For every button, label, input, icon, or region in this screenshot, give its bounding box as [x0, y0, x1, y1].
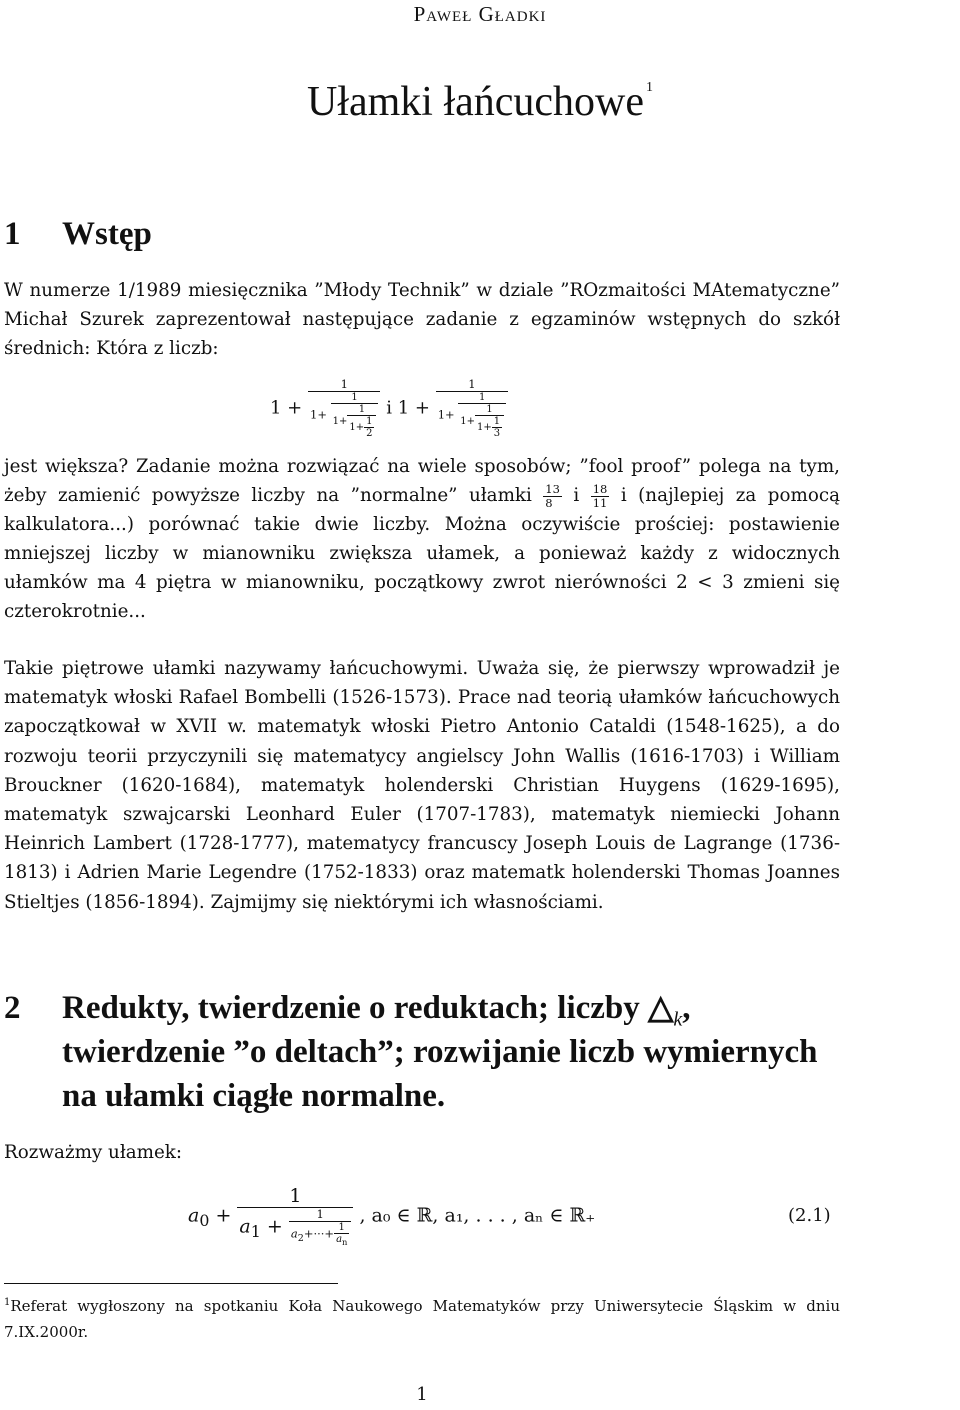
footnote-text: Referat wygłoszony na spotkaniu Koła Naukowego Matematyków przy Uniwersytecie Śląskim w dniu 7.IX.2000r.: [4, 1297, 840, 1341]
footnote-mark: 1: [4, 1297, 11, 1308]
math-one-plus: 1 +: [270, 397, 303, 419]
fraction-18-11: $\frac{18}{11}$: [592, 481, 608, 510]
title-footnote-mark[interactable]: 1: [646, 80, 654, 95]
display-continued-fractions: [270, 378, 508, 439]
section-2-title-line-2: twierdzenie ”o deltach”; rozwijanie liczb wymiernych: [62, 1034, 818, 1070]
math-connector: i 1 +: [386, 397, 430, 419]
author-name: Paweł Gładki: [413, 2, 547, 26]
fraction-13-8: $\frac{13}{8}$: [545, 481, 560, 510]
paragraph-history: Takie piętrowe ułamki nazywamy łańcuchowymi. Uważa się, że pierwszy wprowadził je matematyk włoski Rafael Bombelli (1526-1573). Prace nad teorią ułamków łańcuchowych zapoczątkował w XVII w. matematyk włoski Pietro Antonio Cataldi (1548-1625), a do rozwoju teorii przyczynili się matematycy angielscy John Wallis (1616-1703) i William Brouckner (1620-1684), matematyk holenderski Christian Huygens (1629-1695), matematyk szwajcarski Leonhard Euler (1707-1783), matematyk niemiecki Johann Heinrich Lambert (1728-1777), matematycy francuscy Joseph Louis de Lagrange (1736-1813) i Adrien Marie Legendre (1752-1833) oraz matematk holenderski Thomas Joannes Stieltjes (1856-1894). Zajmijmy się niektórymi ich własnościami.: [4, 658, 840, 913]
continued-fraction-a: 1 1+ 1 1+ 1 1+ $\frac{1}{2}$: [308, 378, 380, 439]
equation-continued-fraction: 1 $a_1$ + 1 $a_2+\cdot\cdot\cdot+$ $\frac{1}{a_n}$: [237, 1186, 353, 1247]
footnote: [4, 1290, 840, 1345]
section-1-number: 1: [4, 216, 21, 252]
equation-2-1: $a_0$ + 1 $a_1$ + 1 $a_2+\cdot\cdot\cdot+$ $\frac{1}{a_n}$ , a₀ ∈ ℝ, a₁, . . . , aₙ ∈ ℝ₊: [188, 1185, 596, 1247]
section-2-title-line-1: Redukty, twierdzenie o reduktach; liczby $\triangle_k$,: [62, 990, 691, 1031]
equation-number: (2.1): [788, 1205, 831, 1226]
page-number: 1: [416, 1384, 428, 1405]
paragraph-intro: W numerze 1/1989 miesięcznika ”Młody Technik” w dziale ”ROzmaitości MAtematyczne” Michał Szurek zaprezentował następujące zadanie z egzaminów wstępnych do szkół średnich: Która z liczb:: [4, 280, 840, 359]
section-2-title-line-3: na ułamki ciągłe normalne.: [62, 1078, 446, 1114]
paragraph-consider: Rozważmy ułamek:: [4, 1142, 183, 1163]
paragraph-question: jest większa? Zadanie można rozwiązać na wiele sposobów; ”fool proof” polega na tym, żeby zamienić powyższe liczby na ”normalne” ułamki $\frac{13}{8}$ i $\frac{18}{11}$ i (najlepiej za pomocą kalkulatora...) porównać takie dwie liczby. Można oczywiście prościej: postawienie mniejszej liczby w mianowniku zwiększa ułamek, a ponieważ każdy z widocznych ułamków ma 4 piętra w mianowniku, początkowy zwrot nierówności 2 < 3 zmieni się czterokrotnie...: [4, 456, 840, 622]
footnote-rule: [4, 1283, 338, 1284]
section-2-number: 2: [4, 990, 21, 1026]
section-1-heading: [0, 212, 960, 256]
equation-tail: , a₀ ∈ ℝ, a₁, . . . , aₙ ∈ ℝ₊: [359, 1204, 596, 1227]
section-1-title: Wstęp: [62, 216, 152, 252]
paper-title: [0, 78, 960, 126]
section-2-heading: [0, 986, 960, 1118]
continued-fraction-b: 1 1+ 1 1+ 1 1+ $\frac{1}{3}$: [436, 378, 508, 439]
title-text: Ułamki łańcuchowe: [306, 79, 645, 125]
